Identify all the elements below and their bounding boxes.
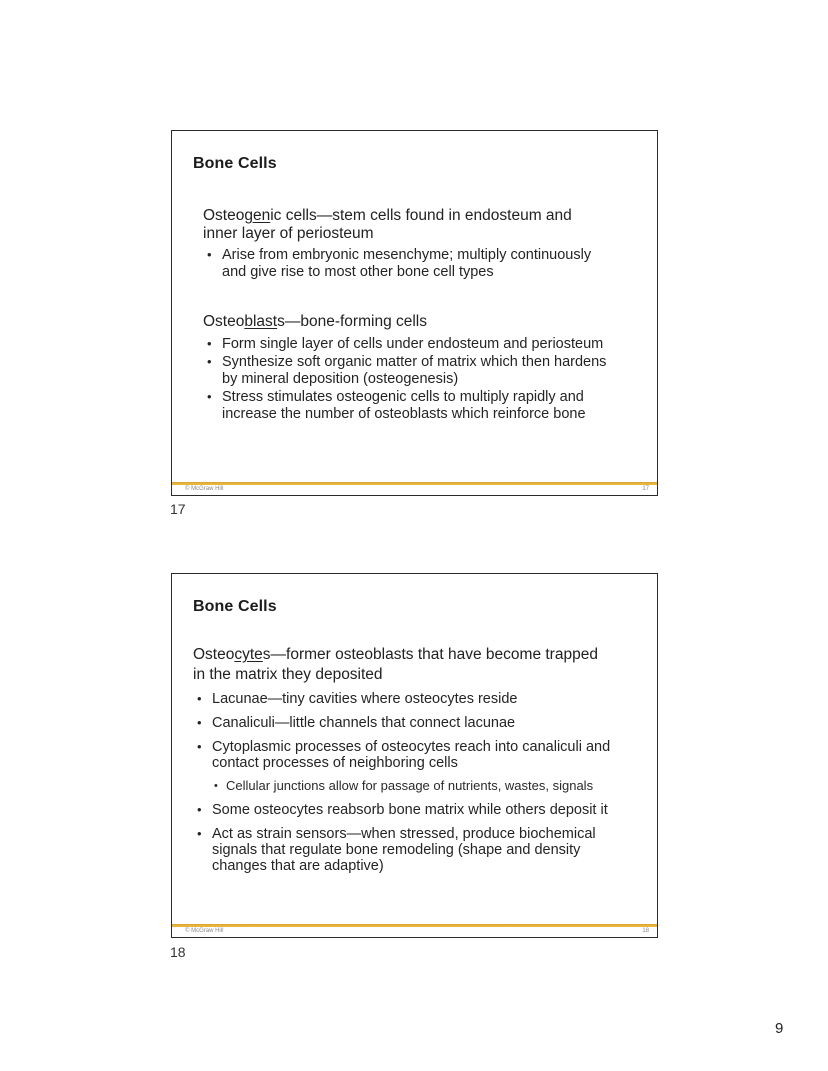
slide-title: Bone Cells — [193, 598, 277, 615]
heading-prefix: Osteo — [193, 646, 235, 663]
slide-number-badge: 17 — [642, 486, 649, 492]
bullet-marker: • — [207, 354, 212, 369]
slide-body — [203, 207, 607, 424]
bullet-marker: • — [197, 739, 202, 754]
slide-18 — [171, 573, 658, 938]
heading-suffix: s—bone-forming cells — [277, 313, 428, 330]
bullet-text: Canaliculi—little channels that connect lacunae — [212, 715, 516, 731]
bullet-item — [203, 247, 607, 280]
bullet-text — [212, 739, 619, 794]
slide-number-badge: 18 — [642, 928, 649, 934]
bullet-text: Form single layer of cells under endosteum and periosteum — [222, 335, 604, 352]
bullet-item — [193, 802, 619, 818]
slide-title: Bone Cells — [193, 155, 277, 172]
bullet-item — [193, 691, 619, 707]
section-heading — [203, 207, 601, 242]
bullet-text: Arise from embryonic mesenchyme; multiply continuously and give rise to most other bone cell types — [222, 247, 592, 280]
slide-body — [193, 645, 619, 882]
heading-prefix: Osteo — [203, 207, 245, 224]
section-heading — [193, 645, 609, 685]
bullet-marker: • — [197, 802, 202, 817]
bullet-text: Act as strain sensors—when stressed, produce biochemical signals that regulate bone remodeling (shape and density changes that are adaptive) — [212, 826, 596, 874]
bullet-marker: • — [197, 715, 202, 730]
bullet-item — [203, 336, 607, 353]
copyright-notice: © McGraw Hill — [185, 928, 224, 934]
bullet-marker: • — [214, 780, 218, 792]
sub-bullet-item — [212, 778, 619, 794]
bullet-item — [193, 826, 619, 874]
copyright-notice: © McGraw Hill — [185, 486, 224, 492]
section-heading — [203, 313, 601, 331]
slide-page-label-18: 18 — [170, 944, 186, 960]
bullet-text: Stress stimulates osteogenic cells to multiply rapidly and increase the number of osteoblasts which reinforce bone — [222, 389, 586, 422]
bullet-item — [193, 739, 619, 794]
slide-page-label-17: 17 — [170, 501, 186, 517]
bullet-marker: • — [197, 826, 202, 841]
bullet-list — [193, 691, 619, 874]
bullet-marker: • — [207, 247, 212, 262]
accent-line — [172, 482, 657, 485]
bullet-marker: • — [207, 335, 212, 351]
heading-underlined-segment: gen — [244, 207, 271, 224]
accent-line — [172, 924, 657, 927]
bullet-marker: • — [207, 389, 212, 404]
bullet-list — [203, 247, 607, 280]
bullet-item — [203, 354, 607, 387]
slide-17 — [171, 130, 658, 496]
heading-suffix: s—former osteoblasts that have become trapped in the matrix they deposited — [193, 646, 598, 683]
heading-suffix: ic cells—stem cells found in endosteum and inner layer of periosteum — [203, 207, 572, 242]
heading-underlined-segment: cyte — [234, 646, 263, 663]
bullet-text-line: Cytoplasmic processes of osteocytes reach into canaliculi and contact processes of neighboring cells — [212, 739, 611, 771]
heading-prefix: Osteo — [203, 313, 245, 330]
bullet-list — [203, 336, 607, 423]
section-osteogenic-cells — [203, 207, 607, 280]
bullet-marker: • — [197, 691, 202, 706]
heading-underlined-segment: blast — [244, 313, 278, 330]
bullet-text: Lacunae—tiny cavities where osteocytes reside — [212, 691, 518, 707]
bullet-item — [193, 715, 619, 731]
bullet-text: Synthesize soft organic matter of matrix which then hardens by mineral deposition (osteogenesis) — [222, 354, 607, 387]
bullet-text: Some osteocytes reabsorb bone matrix while others deposit it — [212, 802, 608, 818]
page-number: 9 — [775, 1020, 784, 1037]
bullet-item — [203, 389, 607, 422]
section-osteocytes — [193, 645, 619, 874]
sub-bullet-text: Cellular junctions allow for passage of nutrients, wastes, signals — [226, 778, 594, 793]
section-osteoblasts — [203, 313, 607, 422]
